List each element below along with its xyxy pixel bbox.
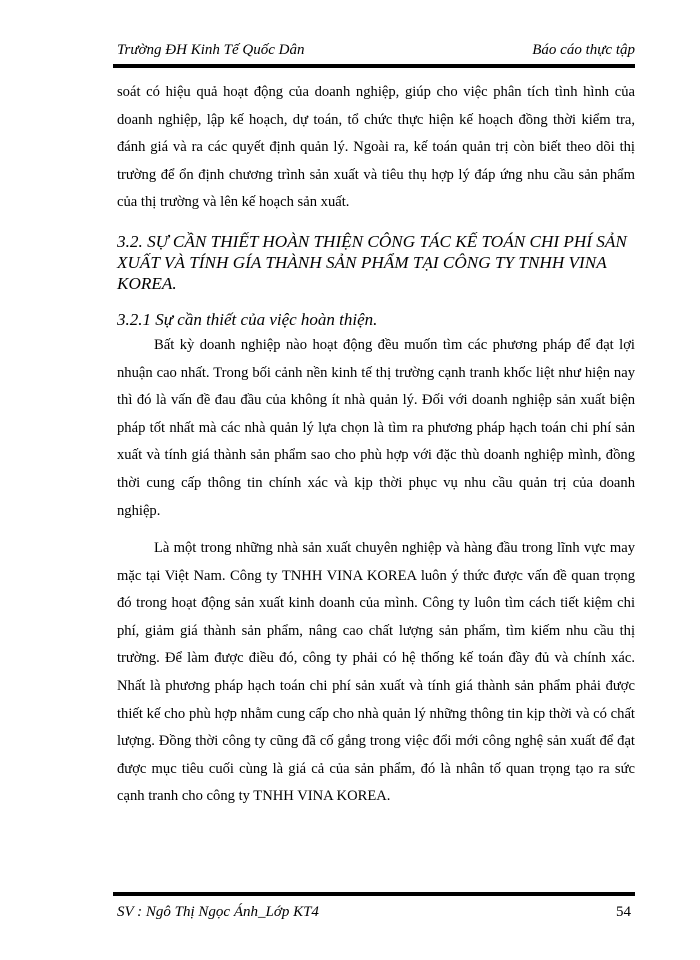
paragraph-necessity: Bất kỳ doanh nghiệp nào hoạt động đều muốn tìm các phương pháp để đạt lợi nhuận cao nhất. Trong bối cảnh nền kinh tế thị trường cạnh tranh khốc liệt như hiện nay thì đó là vấn đề đau đầu của không ít nhà quản lý. Đối với doanh nghiệp sản xuất biện pháp tốt nhất mà các nhà quản lý lựa chọn là tìm ra phương pháp hạch toán chi phí sản xuất và tính giá thành sản phẩm sao cho phù hợp với đặc thù doanh nghiệp mình, đồng thời cung cấp thông tin chính xác và kịp thời phục vụ nhu cầu quản trị của doanh nghiệp. [117,337,635,519]
page-header [113,36,635,64]
subsection-heading: 3.2.1 Sự cần thiết của việc hoàn thiện. [117,310,378,329]
header-report-title: Báo cáo thực tập [532,42,635,58]
header-divider [113,64,635,68]
footer-student-info: SV : Ngô Thị Ngọc Ánh_Lớp KT4 [117,904,319,920]
footer-divider [113,892,635,896]
section-heading: 3.2. SỰ CẦN THIẾT HOÀN THIỆN CÔNG TÁC KẾ TOÁN CHI PHÍ SẢN XUẤT VÀ TÍNH GÍA THÀNH SẢN PHẨM TẠI CÔNG TY TNHH VINA KOREA. [117,232,627,293]
page-footer [113,900,635,924]
header-school-name: Trường ĐH Kinh Tế Quốc Dân [117,42,305,58]
paragraph-company: Là một trong những nhà sản xuất chuyên nghiệp và hàng đầu trong lĩnh vực may mặc tại Việt Nam. Công ty TNHH VINA KOREA luôn ý thức được vấn đề quan trọng đó trong hoạt động sản xuất kinh doanh của mình. Công ty luôn tìm cách tiết kiệm chi phí, giảm giá thành sản phẩm, nâng cao chất lượng sản phẩm, tìm kiếm nhu cầu thị trường. Để làm được điều đó, công ty phải có hệ thống kế toán đầy đủ và chính xác. Nhất là phương pháp hạch toán chi phí sản xuất và tính giá thành sản phẩm phải được thiết kế cho phù hợp nhằm cung cấp cho nhà quản lý những thông tin kịp thời và có chất lượng. Đồng thời công ty cũng đã cố gắng trong việc đổi mới công nghệ sản xuất để đạt được mục tiêu cuối cùng là giá cả của sản phẩm, đó là nhân tố quan trọng tạo ra sức cạnh tranh cho công ty TNHH VINA KOREA. [117,540,635,805]
page-number: 54 [616,904,631,920]
paragraph-intro: soát có hiệu quả hoạt động của doanh nghiệp, giúp cho việc phân tích tình hình của doanh nghiệp, lập kế hoạch, dự toán, tổ chức thực hiện kế hoạch đồng thời kiểm tra, đánh giá và ra các quyết định quản lý. Ngoài ra, kế toán quản trị còn biết theo dõi thị trường để ổn định chương trình sản xuất và tiêu thụ hợp lý đáp ứng nhu cầu sản phẩm của thị trường và lên kế hoạch sản xuất. [117,84,635,211]
